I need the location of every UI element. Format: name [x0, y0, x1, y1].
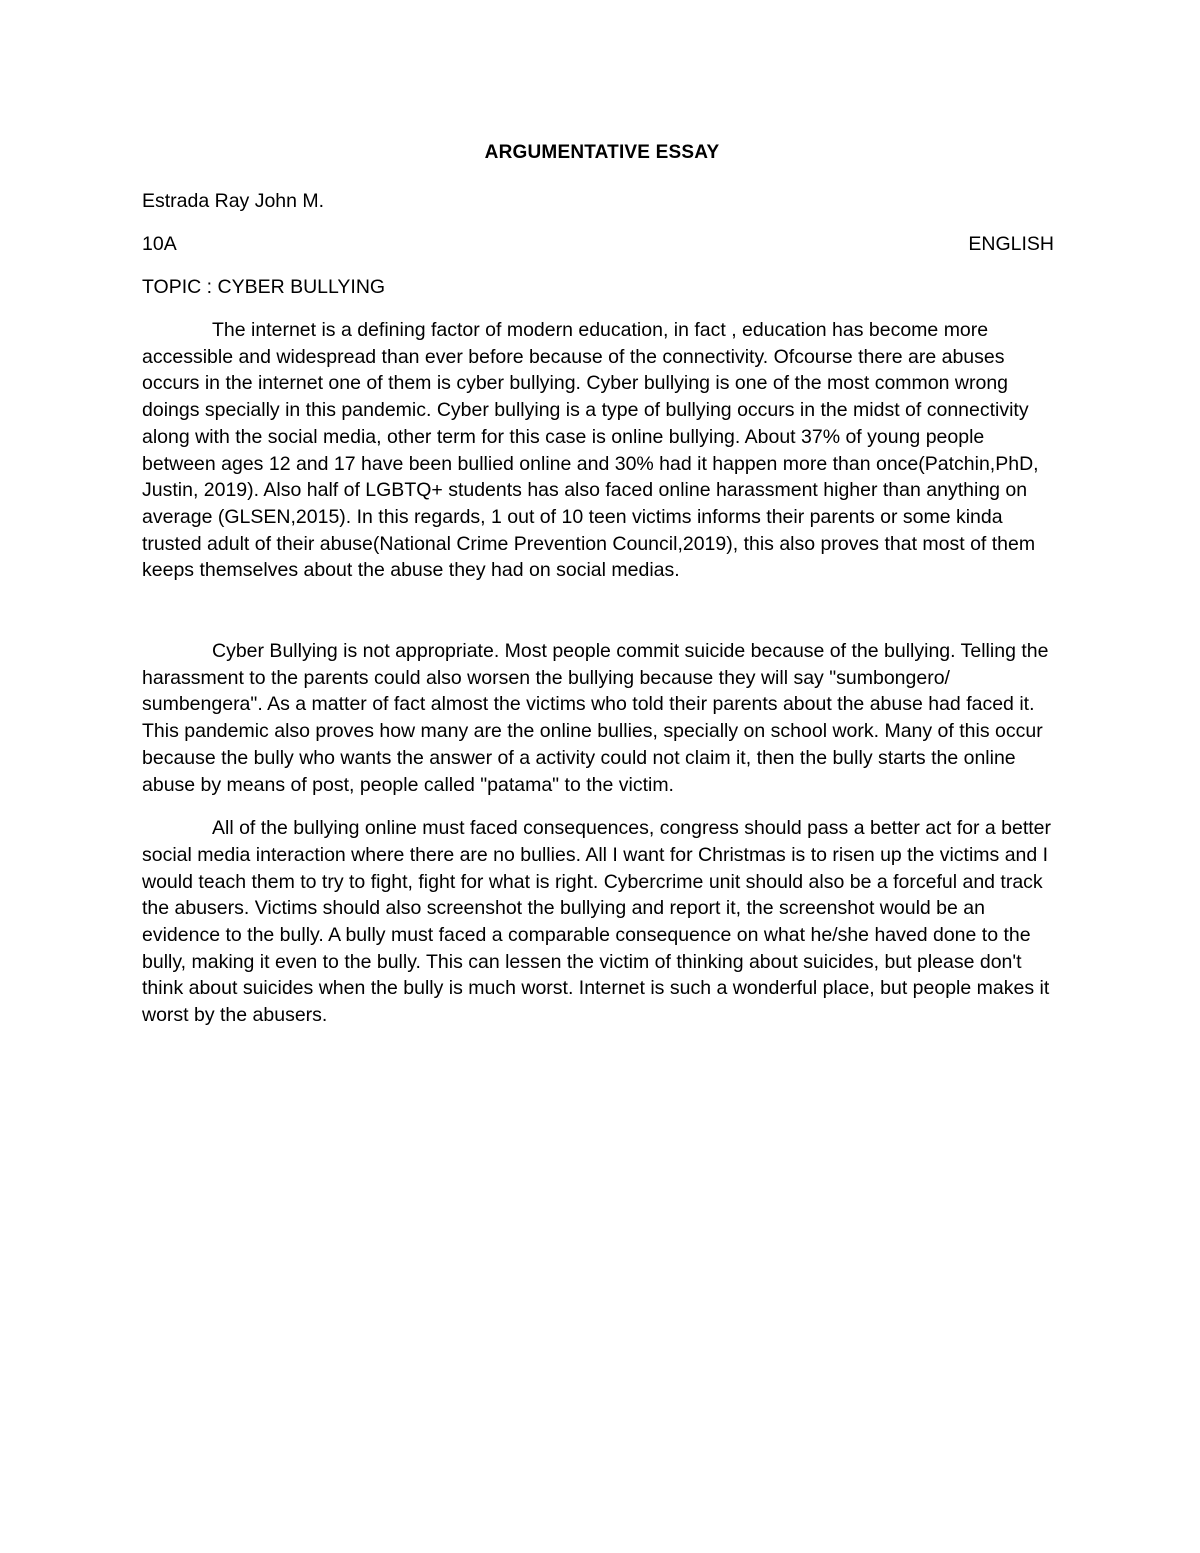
- paragraph-3: All of the bullying online must faced consequences, congress should pass a better act for a better social media interaction where there are no bullies. All I want for Christmas is to risen up the victims and I would teach them to try to fight, fight for what is right. Cybercrime unit should also be a forceful and track the abusers. Victims should also screenshot the bullying and report it, the screenshot would be an evidence to the bully. A bully must faced a comparable consequence on what he/she haved done to the bully, making it even to the bully. This can lessen the victim of thinking about suicides, but please don't think about suicides when the bully is much worst. Internet is such a wonderful place, but people makes it worst by the abusers.: [142, 817, 1051, 1027]
- paragraph-2: Cyber Bullying is not appropriate. Most people commit suicide because of the bullying. Telling the harassment to the parents could also worsen the bullying because they will say "sumbongero/ sumbengera". As a matter of fact almost the victims who told their parents about the abuse had faced it. This pandemic also proves how many are the online bullies, specially on school work. Many of this occur because the bully who wants the answer of a activity could not claim it, then the bully starts the online abuse by means of post, people called "patama" to the victim.: [142, 640, 1049, 796]
- section-subject-row: [142, 231, 1054, 257]
- author-name: Estrada Ray John M.: [142, 190, 325, 212]
- document-body: [142, 140, 1062, 1029]
- section-label: 10A: [142, 233, 177, 255]
- essay-title: ARGUMENTATIVE ESSAY: [484, 142, 720, 163]
- subject-label: ENGLISH: [968, 233, 1054, 255]
- paragraph-1: The internet is a defining factor of modern education, in fact , education has become more accessible and widespread than ever before because of the connectivity. Ofcourse there are abuses occurs in the internet one of them is cyber bullying. Cyber bullying is one of the most common wrong doings specially in this pandemic. Cyber bullying is a type of bullying occurs in the midst of connectivity along with the social media, other term for this case is online bullying. About 37% of young people between ages 12 and 17 have been bullied online and 30% had it happen more than once(Patchin,PhD, Justin, 2019). Also half of LGBTQ+ students has also faced online harassment higher than anything on average (GLSEN,2015). In this regards, 1 out of 10 teen victims informs their parents or some kinda trusted adult of their abuse(National Crime Prevention Council,2019), this also proves that most of them keeps themselves about the abuse they had on social medias.: [142, 319, 1039, 582]
- topic-line: TOPIC : CYBER BULLYING: [142, 276, 386, 298]
